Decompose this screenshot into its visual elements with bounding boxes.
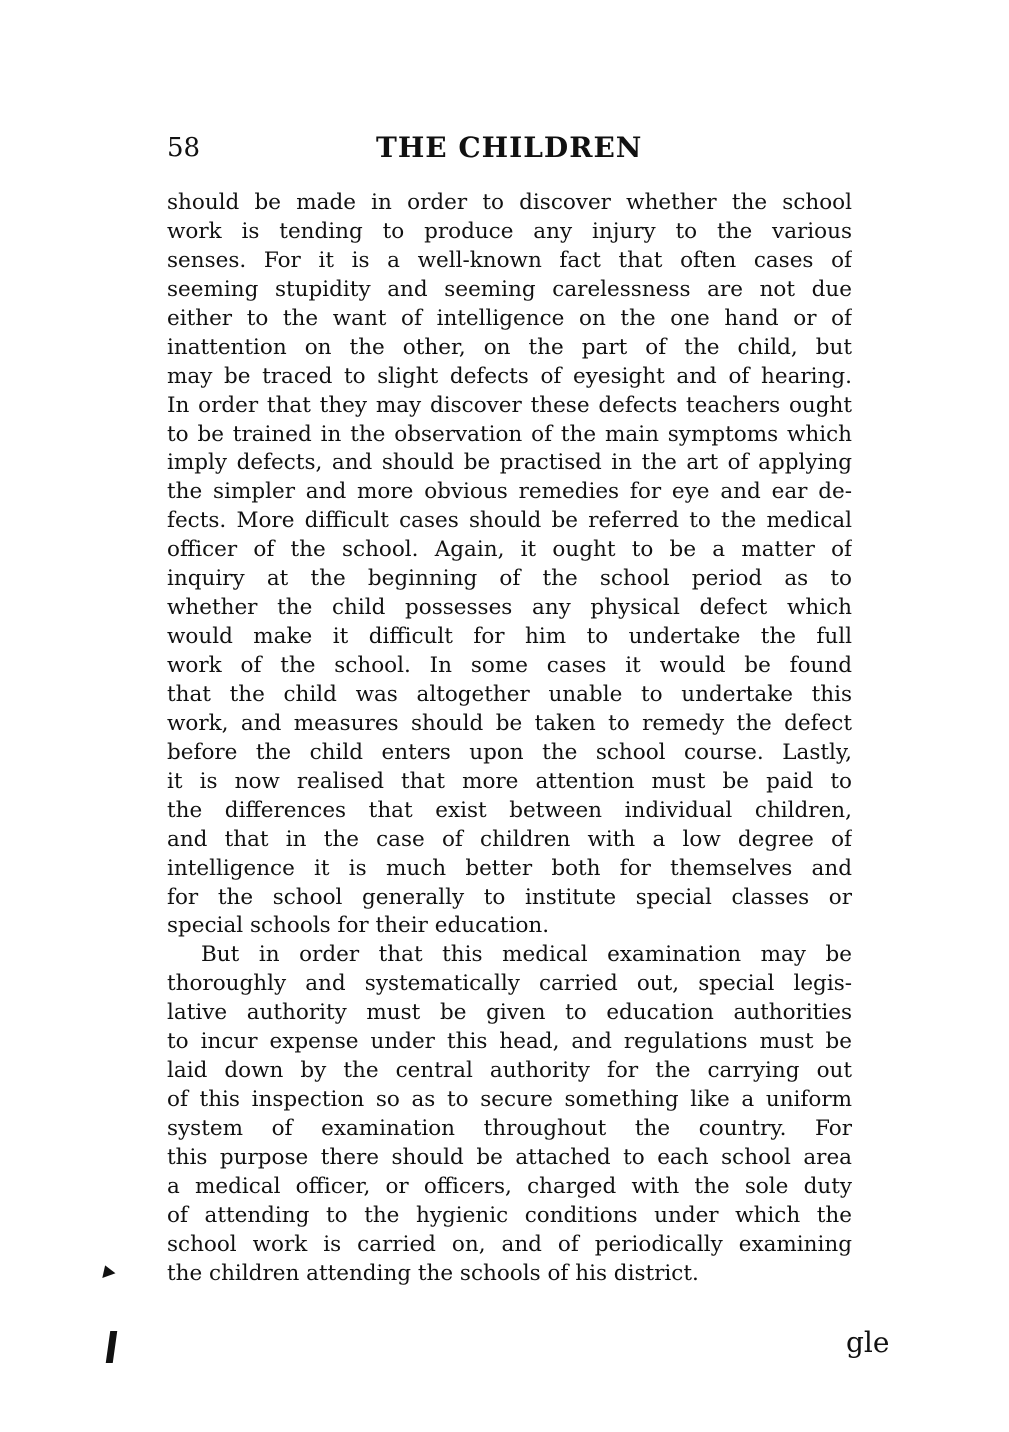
text-line: the differences that exist between individual children, <box>167 797 852 823</box>
text-line: officer of the school. Again, it ought to be a matter of <box>167 537 852 563</box>
text-line: intelligence it is much better both for themselves and <box>167 855 852 881</box>
watermark-fragment: gle <box>846 1326 890 1359</box>
text-line: of attending to the hygienic conditions under which the <box>167 1202 852 1228</box>
margin-bar-icon <box>106 1331 117 1363</box>
text-line: that the child was altogether unable to undertake this <box>167 681 852 707</box>
text-line: special schools for their education. <box>167 913 550 939</box>
running-title: THE CHILDREN <box>376 131 643 164</box>
text-line: and that in the case of children with a low degree of <box>167 826 852 852</box>
text-line: a medical officer, or officers, charged with the sole duty <box>167 1173 852 1199</box>
text-line: seeming stupidity and seeming carelessness are not due <box>167 276 852 302</box>
text-line: But in order that this medical examination may be <box>201 942 852 968</box>
page-number: 58 <box>167 133 201 163</box>
text-line: In order that they may discover these defects teachers ought <box>167 392 852 418</box>
text-line: either to the want of intelligence on the one hand or of <box>167 305 852 331</box>
text-line: would make it difficult for him to undertake the full <box>167 624 852 650</box>
text-line: thoroughly and systematically carried out, special legis- <box>167 971 852 997</box>
text-line: senses. For it is a well-known fact that often cases of <box>167 247 852 273</box>
text-line: to be trained in the observation of the main symptoms which <box>167 421 852 447</box>
text-line: laid down by the central authority for the carrying out <box>167 1058 852 1084</box>
text-line: the simpler and more obvious remedies for eye and ear de- <box>167 479 852 505</box>
text-line: school work is carried on, and of periodically examining <box>167 1231 852 1257</box>
text-line: of this inspection so as to secure something like a uniform <box>167 1087 852 1113</box>
text-line: whether the child possesses any physical defect which <box>167 595 852 621</box>
margin-arrow-icon <box>99 1263 116 1278</box>
text-line: it is now realised that more attention must be paid to <box>167 768 852 794</box>
text-line: to incur expense under this head, and regulations must be <box>167 1029 852 1055</box>
text-line: work of the school. In some cases it would be found <box>167 653 852 678</box>
text-line: imply defects, and should be practised in the art of applying <box>167 450 852 476</box>
text-line: the children attending the schools of his district. <box>167 1260 699 1286</box>
body-text <box>167 189 852 1289</box>
text-line: should be made in order to discover whether the school <box>167 190 852 215</box>
text-line: fects. More difficult cases should be referred to the medical <box>167 508 852 534</box>
text-line: inquiry at the beginning of the school period as to <box>167 566 852 592</box>
text-line: inattention on the other, on the part of the child, but <box>167 334 852 360</box>
text-line: lative authority must be given to education authorities <box>167 1000 852 1026</box>
text-line: work is tending to produce any injury to the various <box>167 218 852 244</box>
text-line: this purpose there should be attached to each school area <box>167 1144 852 1170</box>
text-line: work, and measures should be taken to remedy the defect <box>167 710 852 736</box>
text-line: system of examination throughout the country. For <box>167 1116 852 1141</box>
text-line: before the child enters upon the school course. Lastly, <box>167 739 852 765</box>
text-line: may be traced to slight defects of eyesight and of hearing. <box>167 363 852 389</box>
text-line: for the school generally to institute special classes or <box>167 884 852 910</box>
